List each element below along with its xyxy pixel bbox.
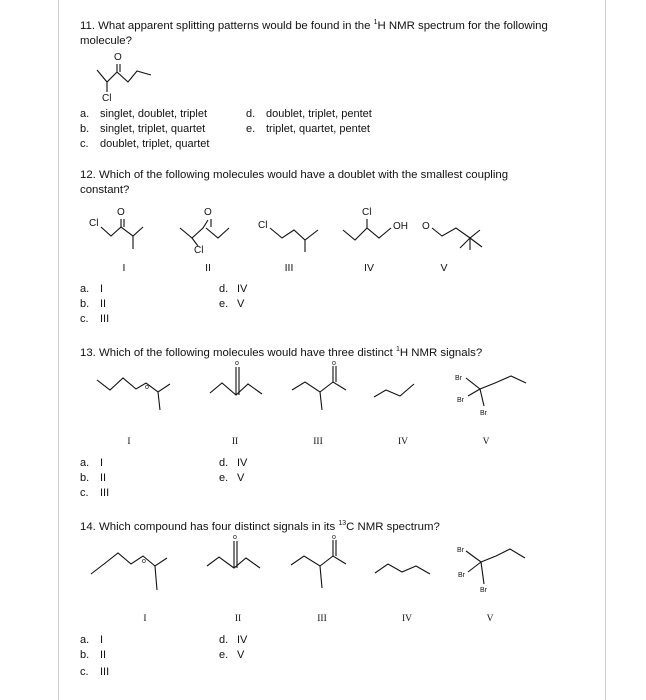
atom-chlorine: Cl bbox=[258, 220, 268, 231]
atom-oxygen: O bbox=[117, 207, 125, 218]
choice-a[interactable] bbox=[80, 107, 207, 122]
question-number: 14 . bbox=[80, 521, 99, 533]
structure-label: III bbox=[284, 262, 294, 274]
atom-oxygen: O bbox=[204, 207, 212, 218]
q14-molecule-2 bbox=[207, 541, 260, 568]
choice-text: singlet, doublet, triplet bbox=[100, 108, 208, 120]
question-text: C NMR spectrum? bbox=[346, 520, 440, 533]
atom-oxygen: o bbox=[332, 534, 336, 541]
structure-label: I bbox=[127, 437, 131, 447]
atom-bromine: Br bbox=[457, 397, 464, 404]
question-text: Which of the following molecules would have a doublet with the smallest coupling constant? bbox=[80, 169, 509, 196]
choice-text: singlet, triplet, quartet bbox=[100, 123, 206, 135]
choice-a[interactable] bbox=[80, 282, 103, 297]
atom-oxygen: o bbox=[233, 534, 237, 541]
choice-letter: e. bbox=[219, 649, 229, 661]
q13-molecule-1 bbox=[97, 378, 170, 410]
choice-e[interactable] bbox=[246, 122, 370, 137]
superscript: 13 bbox=[338, 520, 347, 527]
choice-letter: c. bbox=[80, 666, 89, 678]
choice-letter: b. bbox=[80, 649, 90, 661]
structure-label: V bbox=[486, 614, 494, 624]
choice-b[interactable] bbox=[80, 648, 106, 663]
structure-label: III bbox=[313, 437, 323, 447]
choice-text: II bbox=[100, 298, 107, 310]
choice-text: III bbox=[100, 666, 110, 678]
choice-text: doublet, triplet, pentet bbox=[266, 108, 372, 120]
choice-text: V bbox=[237, 649, 245, 661]
choice-text: triplet, quartet, pentet bbox=[266, 123, 370, 135]
atom-bromine: Br bbox=[480, 410, 487, 417]
choice-d[interactable] bbox=[219, 456, 247, 471]
choice-a[interactable] bbox=[80, 456, 103, 471]
choice-text: I bbox=[100, 634, 104, 646]
atom-chlorine: Cl bbox=[194, 245, 204, 256]
choice-d[interactable] bbox=[246, 107, 372, 122]
choice-letter: a. bbox=[80, 283, 90, 295]
choice-a[interactable] bbox=[80, 633, 103, 648]
structure-label: II bbox=[231, 437, 239, 447]
question-text: H NMR signals? bbox=[399, 346, 483, 359]
choice-letter: a. bbox=[80, 108, 90, 120]
question-14 bbox=[80, 516, 580, 535]
structure-label: II bbox=[234, 614, 242, 624]
q12-molecule-4 bbox=[343, 219, 391, 240]
q11-molecule bbox=[97, 64, 151, 92]
choice-c[interactable] bbox=[80, 665, 109, 680]
choice-text: V bbox=[237, 472, 245, 484]
choice-text: III bbox=[100, 487, 110, 499]
atom-bromine: Br bbox=[458, 572, 465, 579]
choice-text: IV bbox=[237, 457, 248, 469]
atom-oxygen: o bbox=[142, 558, 146, 565]
q14-molecule-4 bbox=[375, 564, 430, 574]
superscript: 1 bbox=[395, 346, 400, 353]
atom-oxygen: o bbox=[145, 384, 149, 391]
choice-text: I bbox=[100, 283, 104, 295]
choice-letter: b. bbox=[80, 472, 90, 484]
question-12 bbox=[80, 168, 550, 198]
choice-d[interactable] bbox=[219, 633, 247, 648]
q13-molecule-5 bbox=[466, 376, 526, 406]
atom-chlorine: Cl bbox=[102, 93, 112, 104]
superscript: 1 bbox=[373, 19, 378, 26]
structure-label: IV bbox=[364, 262, 374, 274]
q13-molecule-4 bbox=[374, 384, 414, 397]
choice-letter: a. bbox=[80, 457, 90, 469]
atom-hydroxyl: OH bbox=[393, 221, 408, 232]
choice-letter: e. bbox=[246, 123, 256, 135]
choice-letter: d. bbox=[246, 108, 256, 120]
choice-text: doublet, triplet, quartet bbox=[100, 138, 210, 150]
choice-letter: b. bbox=[80, 298, 90, 310]
choice-letter: a. bbox=[80, 634, 90, 646]
atom-oxygen: O bbox=[422, 221, 430, 232]
choice-text: I bbox=[100, 457, 104, 469]
question-number: 12 . bbox=[80, 169, 99, 181]
q14-molecule-3 bbox=[291, 540, 346, 588]
q13-molecule-3 bbox=[292, 366, 346, 410]
choice-c[interactable] bbox=[80, 137, 209, 152]
atom-oxygen: o bbox=[235, 360, 239, 367]
choice-letter: d. bbox=[219, 457, 229, 469]
q14-molecule-1 bbox=[91, 553, 167, 590]
choice-text: II bbox=[100, 649, 107, 661]
choice-c[interactable] bbox=[80, 486, 109, 501]
choice-b[interactable] bbox=[80, 471, 106, 486]
choice-b[interactable] bbox=[80, 297, 106, 312]
q13-molecule-2 bbox=[210, 367, 262, 395]
structure-label: III bbox=[317, 614, 327, 624]
q12-molecule-5 bbox=[432, 228, 482, 250]
choice-letter: e. bbox=[219, 298, 229, 310]
atom-oxygen: O bbox=[114, 52, 122, 63]
structure-label: IV bbox=[397, 437, 409, 447]
q12-molecule-2 bbox=[180, 219, 229, 246]
q12-molecule-3 bbox=[270, 228, 318, 252]
choice-letter: d. bbox=[219, 634, 229, 646]
atom-chlorine: Cl bbox=[89, 218, 99, 229]
choice-text: II bbox=[100, 472, 107, 484]
atom-bromine: Br bbox=[457, 547, 464, 554]
choice-text: V bbox=[237, 298, 245, 310]
choice-letter: d. bbox=[219, 283, 229, 295]
choice-e[interactable] bbox=[219, 471, 244, 486]
choice-e[interactable] bbox=[219, 297, 244, 312]
structure-label: I bbox=[122, 262, 126, 274]
q12-molecule-1 bbox=[101, 219, 143, 249]
structure-label: II bbox=[205, 262, 211, 274]
question-text: H NMR spectrum for the following molecule? bbox=[80, 19, 548, 47]
choice-d[interactable] bbox=[219, 282, 247, 297]
choice-text: IV bbox=[237, 283, 248, 295]
structure-label: IV bbox=[401, 614, 413, 624]
atom-oxygen: o bbox=[332, 360, 336, 367]
choice-letter: c. bbox=[80, 138, 89, 150]
question-text: Which of the following molecules would have three distinct bbox=[99, 346, 396, 359]
atom-chlorine: Cl bbox=[362, 207, 372, 218]
question-number: 11 . bbox=[80, 20, 98, 32]
choice-letter: e. bbox=[219, 472, 229, 484]
structure-label: V bbox=[482, 437, 490, 447]
structure-label: V bbox=[440, 262, 448, 274]
structure-label: I bbox=[143, 614, 147, 624]
question-13 bbox=[80, 342, 580, 361]
choice-b[interactable] bbox=[80, 122, 205, 137]
choice-letter: c. bbox=[80, 487, 89, 499]
choice-e[interactable] bbox=[219, 648, 244, 663]
choice-letter: c. bbox=[80, 313, 89, 325]
question-text: Which compound has four distinct signals in its bbox=[99, 520, 339, 533]
question-text: What apparent splitting patterns would be found in the bbox=[98, 19, 374, 32]
atom-bromine: Br bbox=[455, 375, 462, 382]
question-number: 13 . bbox=[80, 347, 99, 359]
choice-text: III bbox=[100, 313, 110, 325]
choice-c[interactable] bbox=[80, 312, 109, 327]
atom-bromine: Br bbox=[480, 587, 487, 594]
q14-molecule-5 bbox=[466, 549, 525, 584]
choice-letter: b. bbox=[80, 123, 90, 135]
choice-text: IV bbox=[237, 634, 248, 646]
